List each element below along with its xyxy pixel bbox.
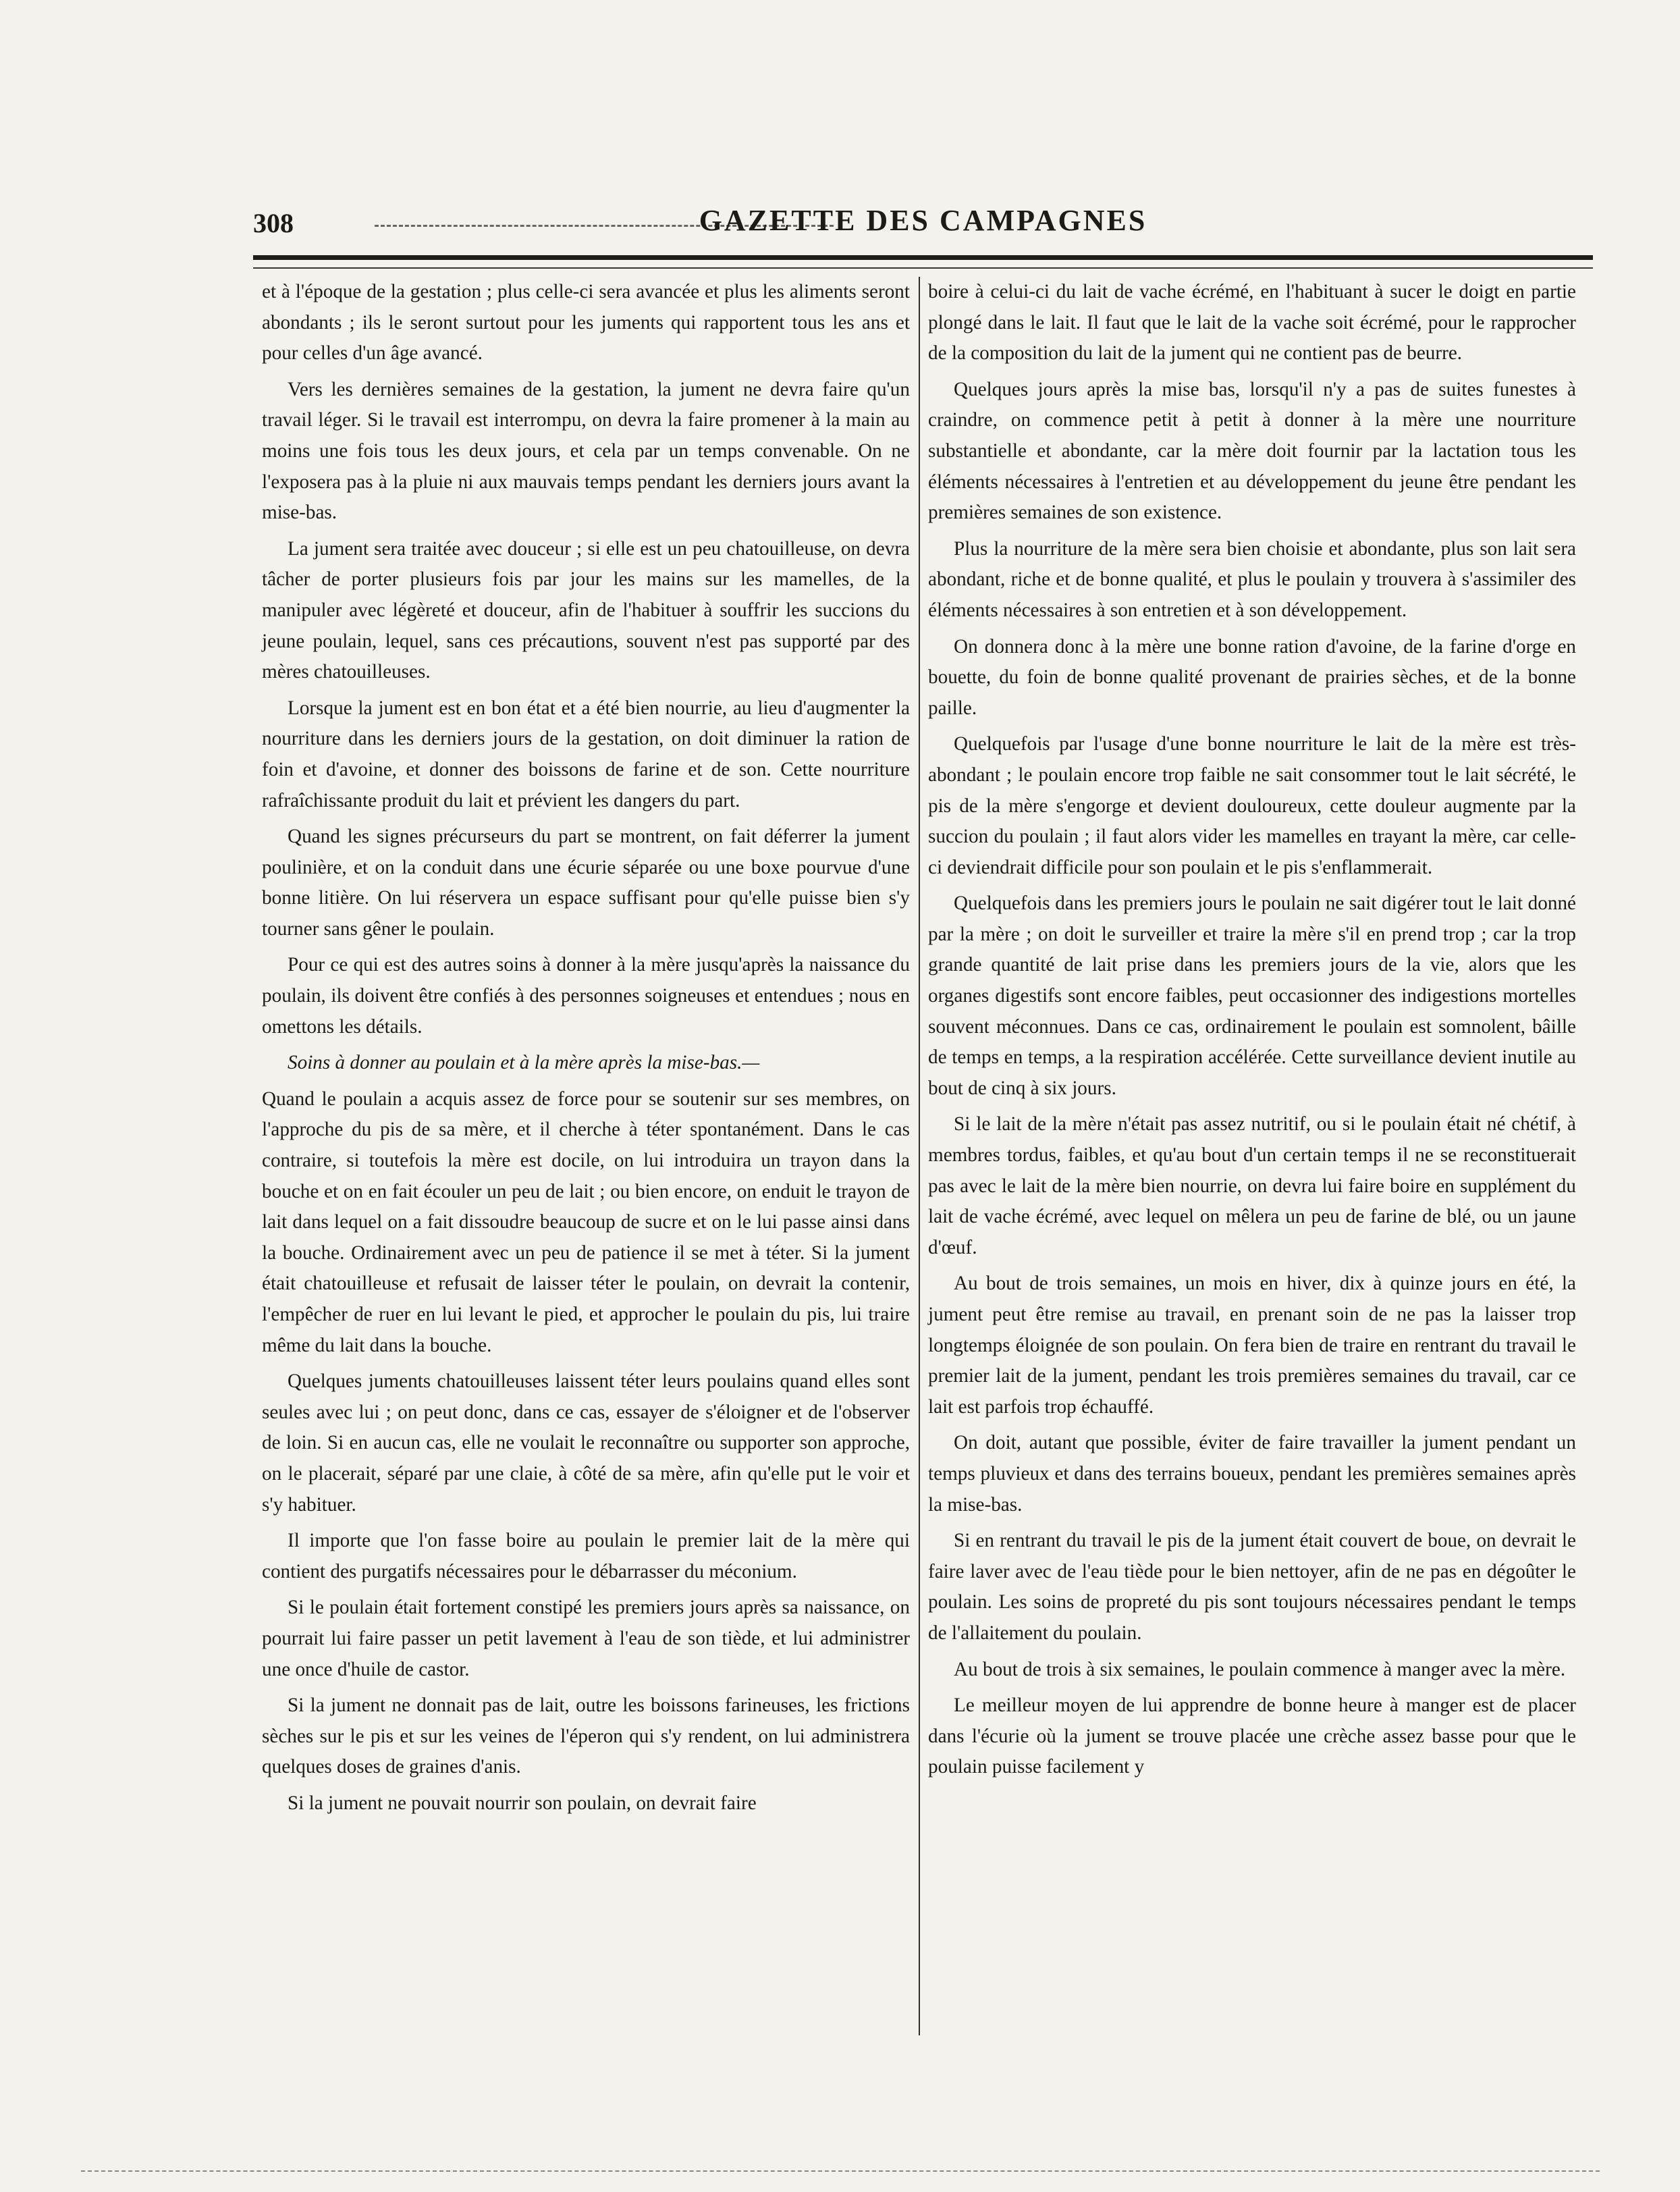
paragraph: Si la jument ne pouvait nourrir son poulain, on devrait faire: [288, 1792, 757, 1814]
paragraph: Quelques juments chatouilleuses laissent téter leurs poulains quand elles sont seules avec lui ; on peut donc, dans ce cas, essayer de s'éloigner et de l'observer de loin. Si en aucun cas, elle ne voulait le reconnaître ou supporter son approche, on le placerait, séparé par une claie, à côté de sa mère, afin qu'elle put le voir et s'y habituer.: [262, 1370, 910, 1516]
paragraph: La jument sera traitée avec douceur ; si elle est un peu chatouilleuse, on devra tâcher de porter plusieurs fois par jour les mains sur les mamelles, de la manipuler avec légèreté et douceur, afin de l'habituer à souffrir les succions du jeune poulain, lequel, sans ces précautions, souvent n'est pas supporté par des mères chatouilleuses.: [262, 537, 910, 683]
paragraph: et à l'époque de la gestation ; plus celle-ci sera avancée et plus les aliments seront abondants ; ils le seront surtout pour les juments qui rapportent tous les ans et pour celles d'un âge avancé.: [262, 281, 910, 365]
left-column: [262, 277, 910, 2032]
journal-title: GAZETTE DES CAMPAGNES: [699, 204, 1147, 237]
paragraph: boire à celui-ci du lait de vache écrémé, en l'habituant à sucer le doigt en partie plongé dans le lait. Il faut que le lait de la vache soit écrémé, pour le rapprocher de la composition du lait de la jument qui ne contient pas de beurre.: [928, 281, 1576, 365]
right-column: [928, 277, 1576, 2032]
paragraph: Au bout de trois semaines, un mois en hiver, dix à quinze jours en été, la jument peut être remise au travail, en prenant soin de ne pas la laisser trop longtemps éloignée de son poulain. On fera bien de traire en rentrant du travail le premier lait de la jument, pendant les trois premières semaines du travail, car ce lait est parfois trop échauffé.: [928, 1273, 1576, 1418]
header-rule-thick: [253, 255, 1593, 260]
paragraph: Le meilleur moyen de lui apprendre de bonne heure à manger est de placer dans l'écurie où la jument se trouve placée une crèche assez basse pour que le poulain puisse facilement y: [928, 1694, 1576, 1778]
section-subheading: Soins à donner au poulain et à la mère après la mise-bas.—: [288, 1052, 760, 1074]
page-header: [253, 199, 1593, 246]
paragraph: Quelquefois par l'usage d'une bonne nourriture le lait de la mère est très-abondant ; le poulain encore trop faible ne sait consommer tout le lait sécrété, le pis de la mère s'engorge et devient douloureux, cette douleur augmente par la succion du poulain ; il faut alors vider les mamelles en trayant la mère, car celle-ci deviendrait difficile pour son poulain et le pis s'enflammerait.: [928, 733, 1576, 878]
paragraph: Quelquefois dans les premiers jours le poulain ne sait digérer tout le lait donné par la mère ; on doit le surveiller et traire la mère s'il en prend trop ; car la trop grande quantité de lait prise dans les premiers jours de la vie, alors que les organes digestifs sont encore faibles, peut occasionner des indigestions mortelles souvent méconnues. Dans ce cas, ordinairement le poulain est somnolent, bâille de temps en temps, a la respiration accélérée. Cette surveillance devient inutile au bout de cinq à six jours.: [928, 892, 1576, 1099]
paragraph: Au bout de trois à six semaines, le poulain commence à manger avec la mère.: [954, 1658, 1566, 1680]
paragraph: On donnera donc à la mère une bonne ration d'avoine, de la farine d'orge en bouette, du foin de bonne qualité provenant de prairies sèches, et de la bonne paille.: [928, 635, 1576, 719]
paragraph: Quand les signes précurseurs du part se montrent, on fait déferrer la jument poulinière, et on la conduit dans une écurie séparée ou une boxe pourvue d'une bonne litière. On lui réservera un espace suffisant pour qu'elle puisse bien s'y tourner sans gêner le poulain.: [262, 826, 910, 940]
paragraph: Si en rentrant du travail le pis de la jument était couvert de boue, on devrait le faire laver avec de l'eau tiède pour le bien nettoyer, afin de ne pas en dégoûter le poulain. Les soins de propreté du pis sont toujours nécessaires pendant le temps de l'allaitement du poulain.: [928, 1530, 1576, 1644]
column-divider: [919, 277, 920, 2035]
paragraph: Plus la nourriture de la mère sera bien choisie et abondante, plus son lait sera abondant, riche et de bonne qualité, et plus le poulain y trouvera à s'assimiler des éléments nécessaires à son entretien et à son développement.: [928, 537, 1576, 621]
header-rule-thin: [253, 267, 1593, 269]
paragraph: On doit, autant que possible, éviter de faire travailler la jument pendant un temps pluvieux et dans des terrains boueux, pendant les premières semaines après la mise-bas.: [928, 1432, 1576, 1516]
paragraph: Si le poulain était fortement constipé les premiers jours après sa naissance, on pourrait lui faire passer un petit lavement à l'eau de son tiède, et lui administrer une once d'huile de castor.: [262, 1597, 910, 1680]
paragraph: Si la jument ne donnait pas de lait, outre les boissons farineuses, les frictions sèches sur le pis et sur les veines de l'éperon qui s'y rendent, on lui administrera quelques doses de graines d'anis.: [262, 1694, 910, 1778]
paragraph: Lorsque la jument est en bon état et a été bien nourrie, au lieu d'augmenter la nourriture dans les derniers jours de la gestation, on doit diminuer la ration de foin et d'avoine, et donner des boissons de farine et de son. Cette nourriture rafraîchissante produit du lait et prévient les dangers du part.: [262, 697, 910, 811]
page-number: 308: [253, 208, 294, 238]
paragraph: Il importe que l'on fasse boire au poulain le premier lait de la mère qui contient des purgatifs nécessaires pour le débarrasser du méconium.: [262, 1530, 910, 1582]
paragraph: Quand le poulain a acquis assez de force pour se soutenir sur ses membres, on l'approche du pis de sa mère, et il cherche à téter spontanément. Dans le cas contraire, si toutefois la mère est docile, on lui introduira un trayon dans la bouche et on en fait écouler un peu de lait ; ou bien encore, on enduit le trayon de lait dans lequel on a fait dissoudre beaucoup de sucre et on le lui passe ainsi dans la bouche. Ordinairement avec un peu de patience il se met à téter. Si la jument était chatouilleuse et refusait de laisser téter le poulain, on devrait la contenir, l'empêcher de ruer en lui levant le pied, et approcher le poulain du pis, lui traire même du lait dans la bouche.: [262, 1088, 910, 1356]
bottom-rule: [81, 2170, 1600, 2172]
paragraph: Si le lait de la mère n'était pas assez nutritif, ou si le poulain était né chétif, à membres tordus, faibles, et qu'au bout d'un certain temps il ne se reconstituerait pas avec le lait de la mère bien nourrie, on devra lui faire boire en supplément du lait de vache écrémé, avec lequel on mêlera un peu de farine de blé, ou un jaune d'œuf.: [928, 1113, 1576, 1258]
paragraph: Vers les dernières semaines de la gestation, la jument ne devra faire qu'un travail léger. Si le travail est interrompu, on devra la faire promener à la main au moins une fois tous les deux jours, et cela par un temps convenable. On ne l'exposera pas à la pluie ni aux mauvais temps pendant les derniers jours avant la mise-bas.: [262, 378, 910, 524]
section-subheading-paragraph: [262, 1048, 910, 1079]
paragraph: Quelques jours après la mise bas, lorsqu'il n'y a pas de suites funestes à craindre, on commence petit à petit à donner à la mère une nourriture substantielle et abondante, car la mère doit fournir par la lactation tous les éléments nécessaires à l'entretien et au développement du jeune être pendant les premières semaines de son existence.: [928, 378, 1576, 524]
paragraph: Pour ce qui est des autres soins à donner à la mère jusqu'après la naissance du poulain, ils doivent être confiés à des personnes soigneuses et entendues ; nous en omettons les détails.: [262, 954, 910, 1038]
